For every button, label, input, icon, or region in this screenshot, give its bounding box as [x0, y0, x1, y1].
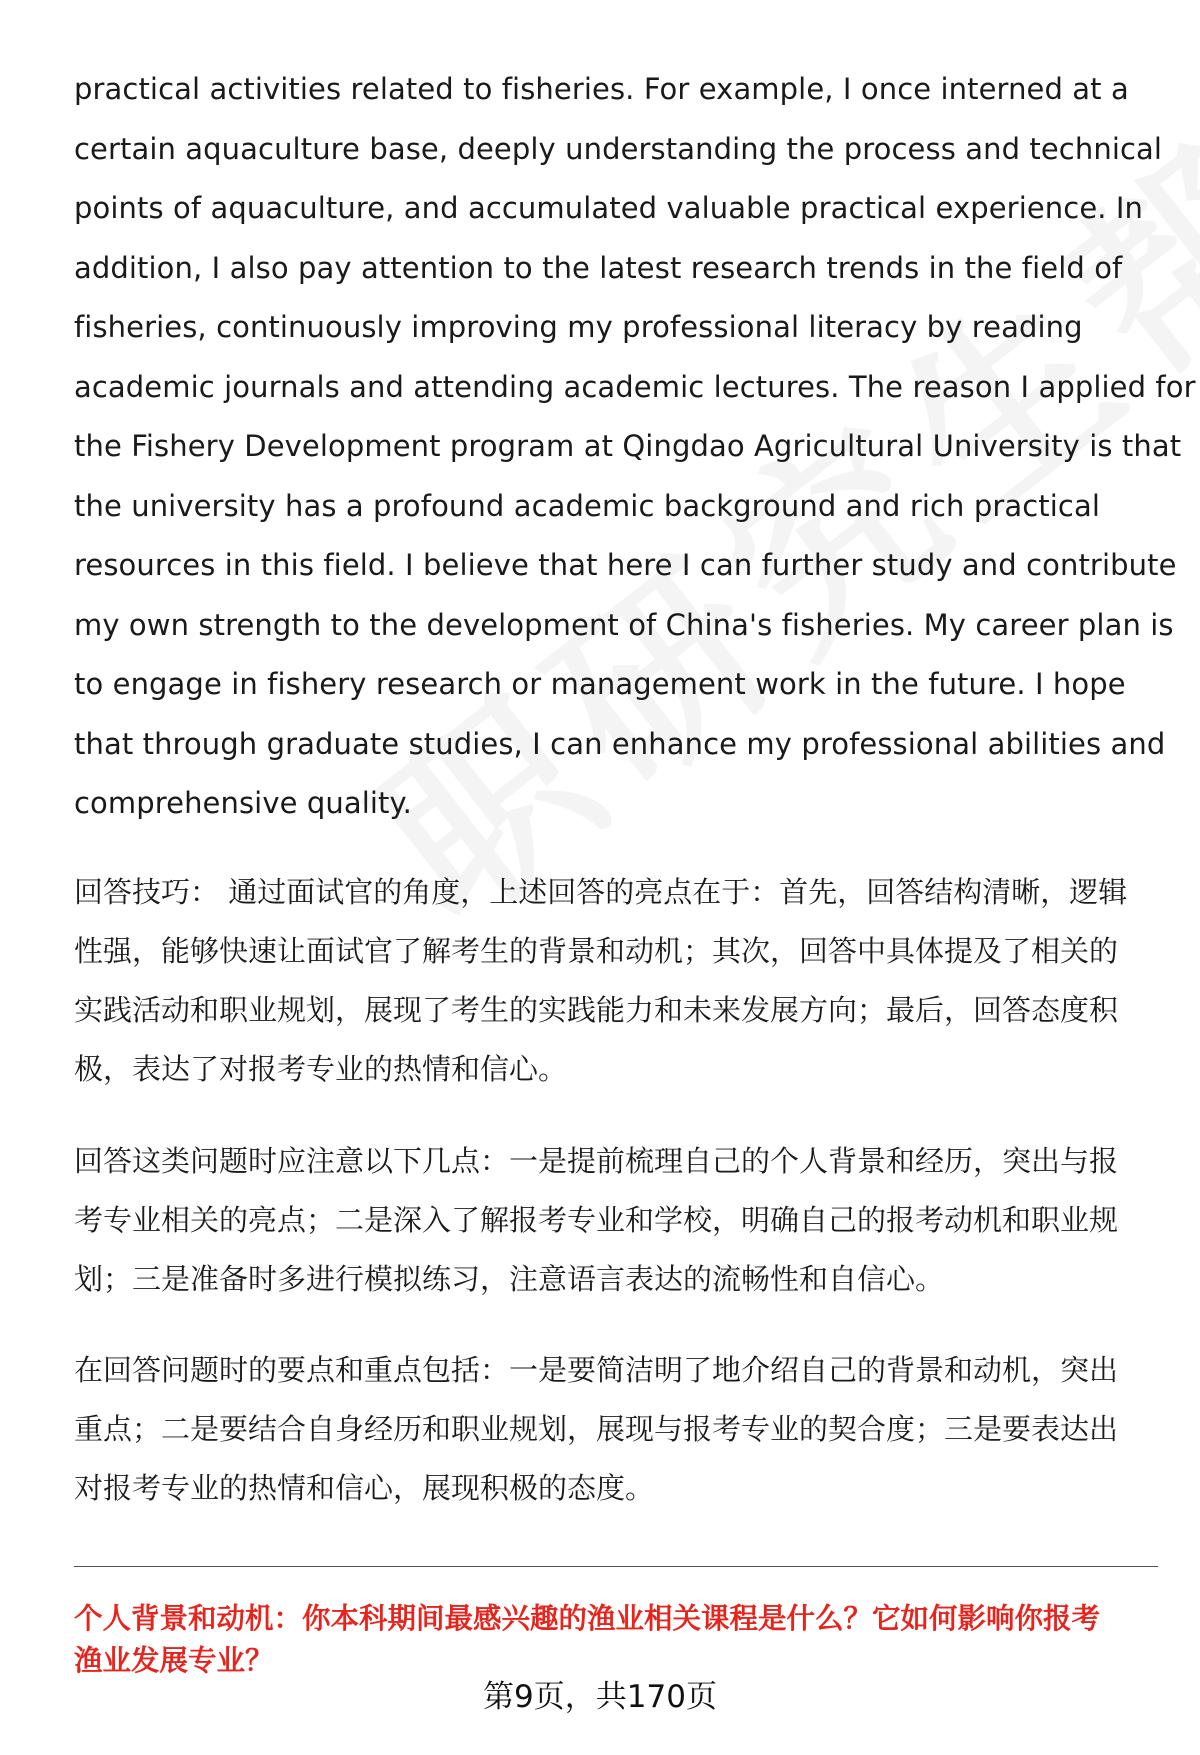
paragraph-line: 回答这类问题时应注意以下几点：一是提前梳理自己的个人背景和经历，突出与报 — [74, 1144, 1119, 1178]
paragraph-line: 极，表达了对报考专业的热情和信心。 — [74, 1052, 568, 1086]
section-divider — [74, 1566, 1158, 1567]
question-line: 个人背景和动机：你本科期间最感兴趣的渔业相关课程是什么？它如何影响你报考 — [74, 1602, 1101, 1635]
english-answer-paragraph — [74, 60, 1196, 834]
paragraph-line: points of aquaculture, and accumulated valuable practical experience. In — [74, 191, 1144, 225]
paragraph-line: resources in this field. I believe that here I can further study and contribute — [74, 548, 1177, 582]
question-line: 渔业发展专业？ — [74, 1644, 274, 1677]
paragraph-line: addition, I also pay attention to the latest research trends in the field of — [74, 250, 1123, 285]
paragraph-line: practical activities related to fisheries. For example, I once interned at a — [74, 72, 1129, 106]
paragraph-line: my own strength to the development of China's fisheries. My career plan is — [74, 607, 1174, 642]
paragraph-line: academic journals and attending academic lectures. The reason I applied for — [74, 369, 1196, 404]
answer-tips-paragraph — [74, 863, 1170, 1099]
paragraph-line: 考专业相关的亮点；二是深入了解报考专业和学校，明确自己的报考动机和职业规 — [74, 1203, 1119, 1237]
paragraph-line: comprehensive quality. — [74, 786, 412, 820]
paragraph-line: 在回答问题时的要点和重点包括：一是要简洁明了地介绍自己的背景和动机，突出 — [74, 1353, 1119, 1387]
paragraph-line: to engage in fishery research or management work in the future. I hope — [74, 667, 1126, 701]
page-number: 第9页，共170页 — [483, 1679, 717, 1715]
paragraph-line: 划；三是准备时多进行模拟练习，注意语言表达的流畅性和自信心。 — [74, 1262, 945, 1296]
paragraph-line: 实践活动和职业规划，展现了考生的实践能力和未来发展方向；最后，回答态度积 — [74, 993, 1119, 1027]
paragraph-line: certain aquaculture base, deeply understanding the process and technical — [74, 131, 1163, 166]
paragraph-line: 性强，能够快速让面试官了解考生的背景和动机；其次，回答中具体提及了相关的 — [74, 934, 1119, 968]
answer-notes-paragraph — [74, 1132, 1170, 1309]
key-points-paragraph — [74, 1341, 1170, 1518]
paragraph-line: fisheries, continuously improving my professional literacy by reading — [74, 310, 1083, 344]
next-question-heading — [74, 1598, 1170, 1682]
paragraph-line: 对报考专业的热情和信心，展现积极的态度。 — [74, 1471, 655, 1505]
paragraph-line: 回答技巧： 通过面试官的角度，上述回答的亮点在于：首先，回答结构清晰，逻辑 — [74, 875, 1128, 909]
paragraph-line: the Fishery Development program at Qingdao Agricultural University is that — [74, 429, 1182, 463]
paragraph-line: that through graduate studies, I can enhance my professional abilities and — [74, 726, 1166, 761]
paragraph-line: the university has a profound academic background and rich practical — [74, 488, 1101, 523]
paragraph-line: 重点；二是要结合自身经历和职业规划，展现与报考专业的契合度；三是要表达出 — [74, 1412, 1119, 1446]
